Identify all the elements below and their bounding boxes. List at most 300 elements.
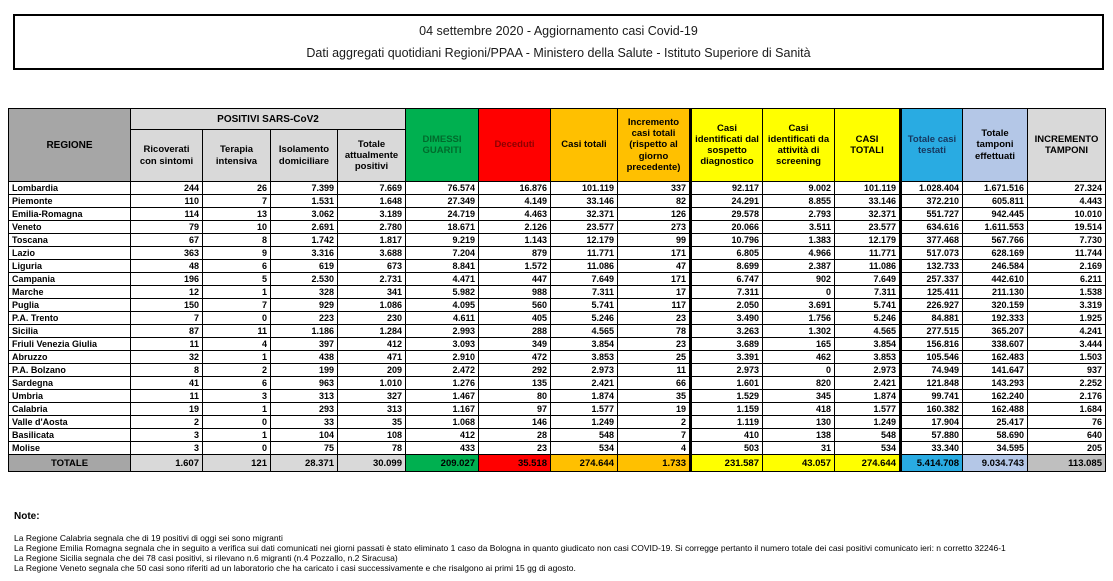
value-cell: 67 xyxy=(131,234,203,247)
value-cell: 534 xyxy=(835,442,901,455)
note-line: La Regione Calabria segnala che di 19 positivi di oggi sei sono migranti xyxy=(14,533,283,543)
region-cell: Piemonte xyxy=(9,195,131,208)
value-cell: 7.649 xyxy=(551,273,618,286)
value-cell: 5.246 xyxy=(551,312,618,325)
value-cell: 3 xyxy=(131,429,203,442)
col-header: Deceduti xyxy=(479,109,551,182)
value-cell: 345 xyxy=(763,390,835,403)
value-cell: 4.095 xyxy=(406,299,479,312)
value-cell: 534 xyxy=(551,442,618,455)
table-head xyxy=(9,109,1106,182)
value-cell: 165 xyxy=(763,338,835,351)
value-cell: 7.730 xyxy=(1028,234,1106,247)
value-cell: 4.565 xyxy=(835,325,901,338)
col-header: CASI TOTALI xyxy=(835,109,901,182)
region-cell: P.A. Trento xyxy=(9,312,131,325)
region-cell: Abruzzo xyxy=(9,351,131,364)
value-cell: 5.741 xyxy=(551,299,618,312)
value-cell: 377.468 xyxy=(901,234,963,247)
region-cell: Lazio xyxy=(9,247,131,260)
value-cell: 25 xyxy=(618,351,691,364)
value-cell: 820 xyxy=(763,377,835,390)
region-cell: Emilia-Romagna xyxy=(9,208,131,221)
sub-col-header: Totale attualmente positivi xyxy=(338,130,406,182)
value-cell: 33.146 xyxy=(551,195,618,208)
value-cell: 1.611.553 xyxy=(963,221,1028,234)
value-cell: 397 xyxy=(271,338,338,351)
value-cell: 11 xyxy=(131,338,203,351)
value-cell: 1.531 xyxy=(271,195,338,208)
table-row xyxy=(9,195,1106,208)
value-cell: 12.179 xyxy=(835,234,901,247)
table-row xyxy=(9,377,1106,390)
value-cell: 313 xyxy=(271,390,338,403)
value-cell: 442.610 xyxy=(963,273,1028,286)
value-cell: 292 xyxy=(479,364,551,377)
value-cell: 130 xyxy=(763,416,835,429)
value-cell: 11.771 xyxy=(835,247,901,260)
value-cell: 1 xyxy=(203,429,271,442)
value-cell: 7 xyxy=(618,429,691,442)
value-cell: 105.546 xyxy=(901,351,963,364)
note-line: La Regione Sicilia segnala che dei 78 casi positivi, si rilevano n.6 migranti (n.4 Pozzallo, n.2 Siracusa) xyxy=(14,553,398,563)
value-cell: 6 xyxy=(203,377,271,390)
value-cell: 277.515 xyxy=(901,325,963,338)
value-cell: 3.854 xyxy=(551,338,618,351)
value-cell: 1.086 xyxy=(338,299,406,312)
value-cell: 74.949 xyxy=(901,364,963,377)
value-cell: 29.578 xyxy=(691,208,763,221)
value-cell: 121.848 xyxy=(901,377,963,390)
value-cell: 2 xyxy=(203,364,271,377)
value-cell: 517.073 xyxy=(901,247,963,260)
notes-heading: Note: xyxy=(14,511,40,522)
total-row xyxy=(9,455,1106,472)
col-header: Totale tamponi effettuati xyxy=(963,109,1028,182)
total-value-cell: 35.518 xyxy=(479,455,551,472)
col-header: DIMESSI GUARITI xyxy=(406,109,479,182)
table-row xyxy=(9,429,1106,442)
value-cell: 78 xyxy=(618,325,691,338)
value-cell: 101.119 xyxy=(835,182,901,195)
value-cell: 7.649 xyxy=(835,273,901,286)
value-cell: 78 xyxy=(338,442,406,455)
sub-col-header: Ricoverati con sintomi xyxy=(131,130,203,182)
region-cell: Veneto xyxy=(9,221,131,234)
value-cell: 47 xyxy=(618,260,691,273)
value-cell: 3 xyxy=(131,442,203,455)
value-cell: 7.669 xyxy=(338,182,406,195)
value-cell: 10.010 xyxy=(1028,208,1106,221)
value-cell: 6 xyxy=(203,260,271,273)
region-cell: Campania xyxy=(9,273,131,286)
value-cell: 4.463 xyxy=(479,208,551,221)
value-cell: 33.146 xyxy=(835,195,901,208)
table-row xyxy=(9,351,1106,364)
value-cell: 5.741 xyxy=(835,299,901,312)
value-cell: 3.263 xyxy=(691,325,763,338)
value-cell: 9.219 xyxy=(406,234,479,247)
value-cell: 3.490 xyxy=(691,312,763,325)
value-cell: 244 xyxy=(131,182,203,195)
value-cell: 110 xyxy=(131,195,203,208)
value-cell: 209 xyxy=(338,364,406,377)
value-cell: 12 xyxy=(131,286,203,299)
col-header-regione: REGIONE xyxy=(9,109,131,182)
value-cell: 963 xyxy=(271,377,338,390)
value-cell: 101.119 xyxy=(551,182,618,195)
value-cell: 7.311 xyxy=(691,286,763,299)
table-row xyxy=(9,364,1106,377)
value-cell: 9 xyxy=(203,247,271,260)
value-cell: 150 xyxy=(131,299,203,312)
region-cell: Friuli Venezia Giulia xyxy=(9,338,131,351)
value-cell: 48 xyxy=(131,260,203,273)
value-cell: 1.028.404 xyxy=(901,182,963,195)
region-cell: P.A. Bolzano xyxy=(9,364,131,377)
value-cell: 1.874 xyxy=(551,390,618,403)
value-cell: 462 xyxy=(763,351,835,364)
value-cell: 673 xyxy=(338,260,406,273)
total-value-cell: 1.607 xyxy=(131,455,203,472)
total-label-cell: TOTALE xyxy=(9,455,131,472)
value-cell: 2.780 xyxy=(338,221,406,234)
value-cell: 4.611 xyxy=(406,312,479,325)
value-cell: 4.241 xyxy=(1028,325,1106,338)
value-cell: 138 xyxy=(763,429,835,442)
group-header-positivi: POSITIVI SARS-CoV2 xyxy=(131,109,406,130)
value-cell: 3.854 xyxy=(835,338,901,351)
value-cell: 1.284 xyxy=(338,325,406,338)
value-cell: 2.993 xyxy=(406,325,479,338)
value-cell: 114 xyxy=(131,208,203,221)
note-line: La Regione Veneto segnala che 50 casi sono riferiti ad un laboratorio che ha caricato i casi successivamente e che risalgono ai primi 15 gg di agosto. xyxy=(14,563,576,573)
value-cell: 1.742 xyxy=(271,234,338,247)
value-cell: 11 xyxy=(131,390,203,403)
table-row xyxy=(9,299,1106,312)
value-cell: 17 xyxy=(618,286,691,299)
value-cell: 2.973 xyxy=(835,364,901,377)
value-cell: 628.169 xyxy=(963,247,1028,260)
region-cell: Sicilia xyxy=(9,325,131,338)
value-cell: 1.671.516 xyxy=(963,182,1028,195)
value-cell: 99.741 xyxy=(901,390,963,403)
value-cell: 2.910 xyxy=(406,351,479,364)
total-value-cell: 1.733 xyxy=(618,455,691,472)
value-cell: 337 xyxy=(618,182,691,195)
value-cell: 11.744 xyxy=(1028,247,1106,260)
value-cell: 6.211 xyxy=(1028,273,1106,286)
value-cell: 3.189 xyxy=(338,208,406,221)
value-cell: 1.503 xyxy=(1028,351,1106,364)
value-cell: 79 xyxy=(131,221,203,234)
value-cell: 171 xyxy=(618,273,691,286)
value-cell: 902 xyxy=(763,273,835,286)
value-cell: 2.387 xyxy=(763,260,835,273)
value-cell: 23 xyxy=(618,312,691,325)
table-row xyxy=(9,338,1106,351)
sub-col-header: Terapia intensiva xyxy=(203,130,271,182)
total-value-cell: 274.644 xyxy=(551,455,618,472)
value-cell: 548 xyxy=(835,429,901,442)
value-cell: 1.817 xyxy=(338,234,406,247)
value-cell: 412 xyxy=(406,429,479,442)
covid-data-table xyxy=(8,108,1106,472)
value-cell: 108 xyxy=(338,429,406,442)
value-cell: 2.793 xyxy=(763,208,835,221)
value-cell: 141.647 xyxy=(963,364,1028,377)
value-cell: 1.276 xyxy=(406,377,479,390)
value-cell: 87 xyxy=(131,325,203,338)
value-cell: 196 xyxy=(131,273,203,286)
value-cell: 24.291 xyxy=(691,195,763,208)
value-cell: 3.691 xyxy=(763,299,835,312)
value-cell: 1.538 xyxy=(1028,286,1106,299)
value-cell: 5 xyxy=(203,273,271,286)
value-cell: 19 xyxy=(618,403,691,416)
total-value-cell: 121 xyxy=(203,455,271,472)
value-cell: 341 xyxy=(338,286,406,299)
value-cell: 7.311 xyxy=(551,286,618,299)
table-row xyxy=(9,234,1106,247)
value-cell: 76 xyxy=(1028,416,1106,429)
notes-section xyxy=(14,511,1099,573)
value-cell: 1.068 xyxy=(406,416,479,429)
value-cell: 7.311 xyxy=(835,286,901,299)
value-cell: 1.577 xyxy=(835,403,901,416)
value-cell: 327 xyxy=(338,390,406,403)
value-cell: 35 xyxy=(618,390,691,403)
value-cell: 58.690 xyxy=(963,429,1028,442)
value-cell: 8.699 xyxy=(691,260,763,273)
value-cell: 156.816 xyxy=(901,338,963,351)
value-cell: 23.577 xyxy=(835,221,901,234)
value-cell: 988 xyxy=(479,286,551,299)
value-cell: 418 xyxy=(763,403,835,416)
value-cell: 35 xyxy=(338,416,406,429)
value-cell: 293 xyxy=(271,403,338,416)
region-cell: Molise xyxy=(9,442,131,455)
value-cell: 1.925 xyxy=(1028,312,1106,325)
value-cell: 27.349 xyxy=(406,195,479,208)
notes-list xyxy=(14,533,1099,573)
value-cell: 23.577 xyxy=(551,221,618,234)
value-cell: 447 xyxy=(479,273,551,286)
table-row xyxy=(9,416,1106,429)
value-cell: 7.399 xyxy=(271,182,338,195)
value-cell: 3 xyxy=(203,390,271,403)
value-cell: 2.973 xyxy=(691,364,763,377)
value-cell: 3.853 xyxy=(551,351,618,364)
value-cell: 410 xyxy=(691,429,763,442)
value-cell: 192.333 xyxy=(963,312,1028,325)
total-value-cell: 5.414.708 xyxy=(901,455,963,472)
value-cell: 230 xyxy=(338,312,406,325)
value-cell: 143.293 xyxy=(963,377,1028,390)
value-cell: 567.766 xyxy=(963,234,1028,247)
value-cell: 7.204 xyxy=(406,247,479,260)
value-cell: 8 xyxy=(131,364,203,377)
value-cell: 19 xyxy=(131,403,203,416)
value-cell: 2.252 xyxy=(1028,377,1106,390)
value-cell: 125.411 xyxy=(901,286,963,299)
value-cell: 551.727 xyxy=(901,208,963,221)
table-row xyxy=(9,403,1106,416)
value-cell: 126 xyxy=(618,208,691,221)
value-cell: 4.471 xyxy=(406,273,479,286)
value-cell: 12.179 xyxy=(551,234,618,247)
region-cell: Puglia xyxy=(9,299,131,312)
value-cell: 338.607 xyxy=(963,338,1028,351)
value-cell: 2.731 xyxy=(338,273,406,286)
value-cell: 273 xyxy=(618,221,691,234)
value-cell: 4.966 xyxy=(763,247,835,260)
value-cell: 33.340 xyxy=(901,442,963,455)
report-title-line1: 04 settembre 2020 - Aggiornamento casi Covid-19 xyxy=(419,24,698,38)
value-cell: 1.648 xyxy=(338,195,406,208)
value-cell: 7 xyxy=(203,195,271,208)
value-cell: 27.324 xyxy=(1028,182,1106,195)
value-cell: 1 xyxy=(203,351,271,364)
total-value-cell: 113.085 xyxy=(1028,455,1106,472)
value-cell: 363 xyxy=(131,247,203,260)
value-cell: 879 xyxy=(479,247,551,260)
region-cell: Basilicata xyxy=(9,429,131,442)
value-cell: 8.855 xyxy=(763,195,835,208)
value-cell: 3.316 xyxy=(271,247,338,260)
value-cell: 4.149 xyxy=(479,195,551,208)
value-cell: 82 xyxy=(618,195,691,208)
value-cell: 1.302 xyxy=(763,325,835,338)
report-title-box xyxy=(13,14,1104,70)
value-cell: 365.207 xyxy=(963,325,1028,338)
value-cell: 171 xyxy=(618,247,691,260)
value-cell: 349 xyxy=(479,338,551,351)
total-value-cell: 231.587 xyxy=(691,455,763,472)
value-cell: 18.671 xyxy=(406,221,479,234)
value-cell: 320.159 xyxy=(963,299,1028,312)
col-header: Casi identificati dal sospetto diagnostico xyxy=(691,109,763,182)
value-cell: 26 xyxy=(203,182,271,195)
value-cell: 1.143 xyxy=(479,234,551,247)
value-cell: 3.093 xyxy=(406,338,479,351)
value-cell: 23 xyxy=(479,442,551,455)
value-cell: 634.616 xyxy=(901,221,963,234)
col-header: Totale casi testati xyxy=(901,109,963,182)
value-cell: 11 xyxy=(618,364,691,377)
total-value-cell: 30.099 xyxy=(338,455,406,472)
value-cell: 4.565 xyxy=(551,325,618,338)
value-cell: 0 xyxy=(763,286,835,299)
value-cell: 76.574 xyxy=(406,182,479,195)
value-cell: 1.010 xyxy=(338,377,406,390)
value-cell: 31 xyxy=(763,442,835,455)
value-cell: 2.973 xyxy=(551,364,618,377)
value-cell: 32.371 xyxy=(835,208,901,221)
table-row xyxy=(9,390,1106,403)
value-cell: 503 xyxy=(691,442,763,455)
region-cell: Liguria xyxy=(9,260,131,273)
value-cell: 3.062 xyxy=(271,208,338,221)
value-cell: 472 xyxy=(479,351,551,364)
value-cell: 28 xyxy=(479,429,551,442)
value-cell: 3.853 xyxy=(835,351,901,364)
value-cell: 937 xyxy=(1028,364,1106,377)
value-cell: 942.445 xyxy=(963,208,1028,221)
value-cell: 223 xyxy=(271,312,338,325)
col-header: Incremento casi totali (rispetto al giorno precedente) xyxy=(618,109,691,182)
value-cell: 135 xyxy=(479,377,551,390)
value-cell: 10 xyxy=(203,221,271,234)
table-row xyxy=(9,442,1106,455)
value-cell: 4 xyxy=(618,442,691,455)
value-cell: 246.584 xyxy=(963,260,1028,273)
value-cell: 3.444 xyxy=(1028,338,1106,351)
total-value-cell: 43.057 xyxy=(763,455,835,472)
value-cell: 313 xyxy=(338,403,406,416)
value-cell: 23 xyxy=(618,338,691,351)
region-cell: Lombardia xyxy=(9,182,131,195)
value-cell: 2.421 xyxy=(551,377,618,390)
value-cell: 226.927 xyxy=(901,299,963,312)
sub-col-header: Isolamento domiciliare xyxy=(271,130,338,182)
table-row xyxy=(9,286,1106,299)
value-cell: 146 xyxy=(479,416,551,429)
value-cell: 438 xyxy=(271,351,338,364)
value-cell: 3.391 xyxy=(691,351,763,364)
value-cell: 2.421 xyxy=(835,377,901,390)
value-cell: 16.876 xyxy=(479,182,551,195)
value-cell: 433 xyxy=(406,442,479,455)
value-cell: 10.796 xyxy=(691,234,763,247)
value-cell: 1.249 xyxy=(551,416,618,429)
value-cell: 97 xyxy=(479,403,551,416)
value-cell: 3.319 xyxy=(1028,299,1106,312)
region-cell: Toscana xyxy=(9,234,131,247)
value-cell: 2.472 xyxy=(406,364,479,377)
value-cell: 288 xyxy=(479,325,551,338)
value-cell: 117 xyxy=(618,299,691,312)
value-cell: 24.719 xyxy=(406,208,479,221)
value-cell: 34.595 xyxy=(963,442,1028,455)
value-cell: 412 xyxy=(338,338,406,351)
note-line: La Regione Emilia Romagna segnala che in seguito a verifica sui dati comunicati nei giorni passati è stato eliminato 1 caso da Bologna in quanto giudicato non casi COVID-19. Si corregge pertanto il numero totale dei casi positivi comunicato ieri: n corretto 32246-1 xyxy=(14,543,1006,553)
value-cell: 560 xyxy=(479,299,551,312)
value-cell: 11.771 xyxy=(551,247,618,260)
report-title-line2: Dati aggregati quotidiani Regioni/PPAA - Ministero della Salute - Istituto Superiore di Sanità xyxy=(306,46,811,60)
value-cell: 20.066 xyxy=(691,221,763,234)
value-cell: 41 xyxy=(131,377,203,390)
value-cell: 162.483 xyxy=(963,351,1028,364)
value-cell: 8.841 xyxy=(406,260,479,273)
value-cell: 19.514 xyxy=(1028,221,1106,234)
value-cell: 548 xyxy=(551,429,618,442)
value-cell: 2.530 xyxy=(271,273,338,286)
value-cell: 80 xyxy=(479,390,551,403)
value-cell: 1 xyxy=(203,286,271,299)
value-cell: 471 xyxy=(338,351,406,364)
value-cell: 57.880 xyxy=(901,429,963,442)
value-cell: 6.747 xyxy=(691,273,763,286)
value-cell: 4.443 xyxy=(1028,195,1106,208)
value-cell: 99 xyxy=(618,234,691,247)
table-row xyxy=(9,260,1106,273)
region-cell: Marche xyxy=(9,286,131,299)
value-cell: 1.383 xyxy=(763,234,835,247)
value-cell: 0 xyxy=(203,312,271,325)
value-cell: 2.126 xyxy=(479,221,551,234)
value-cell: 1.874 xyxy=(835,390,901,403)
